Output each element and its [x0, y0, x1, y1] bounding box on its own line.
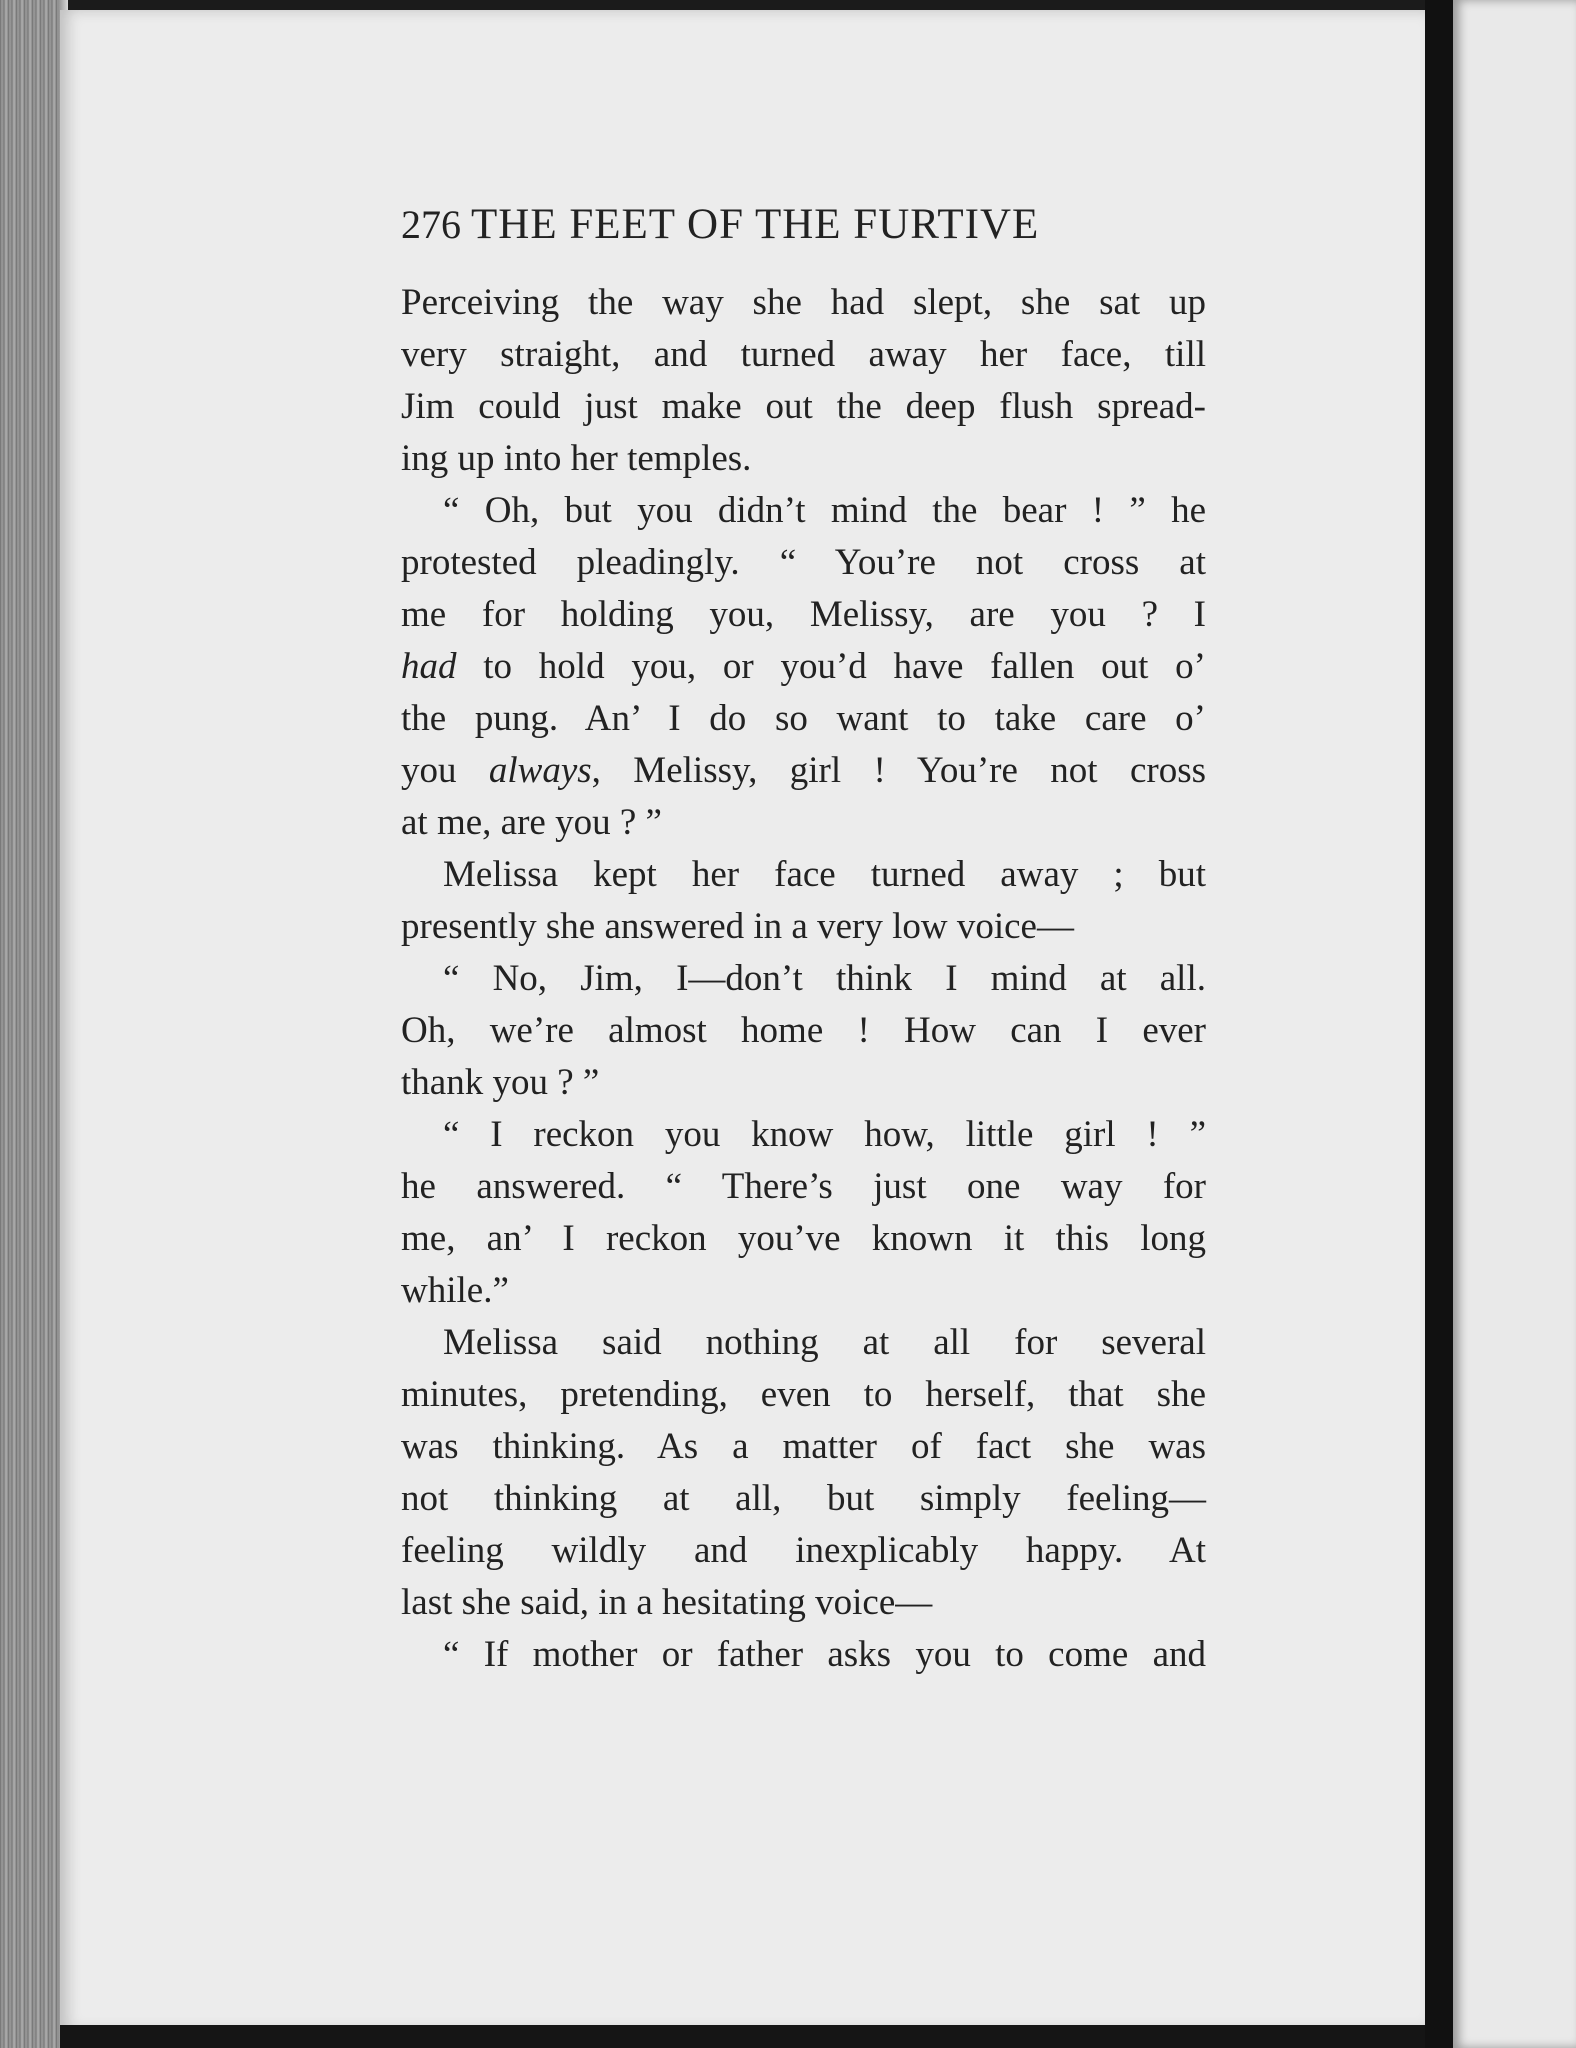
body-text	[401, 277, 1206, 1681]
text-line: “ If mother or father asks you to come and	[443, 1634, 1206, 1675]
text-line: Oh, we’re almost home ! How can I ever	[401, 1010, 1206, 1051]
text-line: had to hold you, or you’d have fallen out o’	[401, 646, 1206, 687]
italic-word: always	[488, 750, 592, 791]
text-line: “ Oh, but you didn’t mind the bear ! ” he	[443, 490, 1206, 531]
text-line: minutes, pretending, even to herself, that she	[401, 1374, 1206, 1415]
text-line: presently she answered in a very low voice—	[401, 906, 1074, 947]
text-line: “ No, Jim, I—don’t think I mind at all.	[443, 958, 1206, 999]
text-line: was thinking. As a matter of fact she was	[401, 1426, 1206, 1467]
running-head	[401, 200, 1206, 249]
text-line: me, an’ I reckon you’ve known it this long	[401, 1218, 1206, 1259]
text-line: last she said, in a hesitating voice—	[401, 1582, 933, 1623]
text-line: feeling wildly and inexplicably happy. At	[401, 1530, 1206, 1571]
text-line: Melissa said nothing at all for several	[443, 1322, 1206, 1363]
italic-word: had	[401, 646, 457, 687]
text-line: Melissa kept her face turned away ; but	[443, 854, 1206, 895]
text-line: very straight, and turned away her face, till	[401, 334, 1206, 375]
text-line: not thinking at all, but simply feeling—	[401, 1478, 1206, 1519]
page-edges	[0, 0, 68, 2048]
text-line: Perceiving the way she had slept, she sat up	[401, 282, 1206, 323]
text-line: me for holding you, Melissy, are you ? I	[401, 594, 1206, 635]
text-line: you always, Melissy, girl ! You’re not cross	[401, 750, 1206, 791]
book-gutter	[1425, 0, 1453, 2048]
page-number: 276	[401, 202, 461, 247]
text-line: “ I reckon you know how, little girl ! ”	[443, 1114, 1206, 1155]
text-line: protested pleadingly. “ You’re not cross at	[401, 542, 1206, 583]
bottom-shadow	[60, 2025, 1425, 2048]
text-line: Jim could just make out the deep flush spread-	[401, 386, 1206, 427]
text-line: ing up into her temples.	[401, 438, 752, 479]
text-line: the pung. An’ I do so want to take care o’	[401, 698, 1206, 739]
text-line: at me, are you ? ”	[401, 802, 662, 843]
text-line: he answered. “ There’s just one way for	[401, 1166, 1206, 1207]
running-title: THE FEET OF THE FURTIVE	[471, 201, 1040, 248]
text-line: while.”	[401, 1270, 509, 1311]
facing-page-edge	[1453, 0, 1576, 2048]
text-line: thank you ? ”	[401, 1062, 600, 1103]
